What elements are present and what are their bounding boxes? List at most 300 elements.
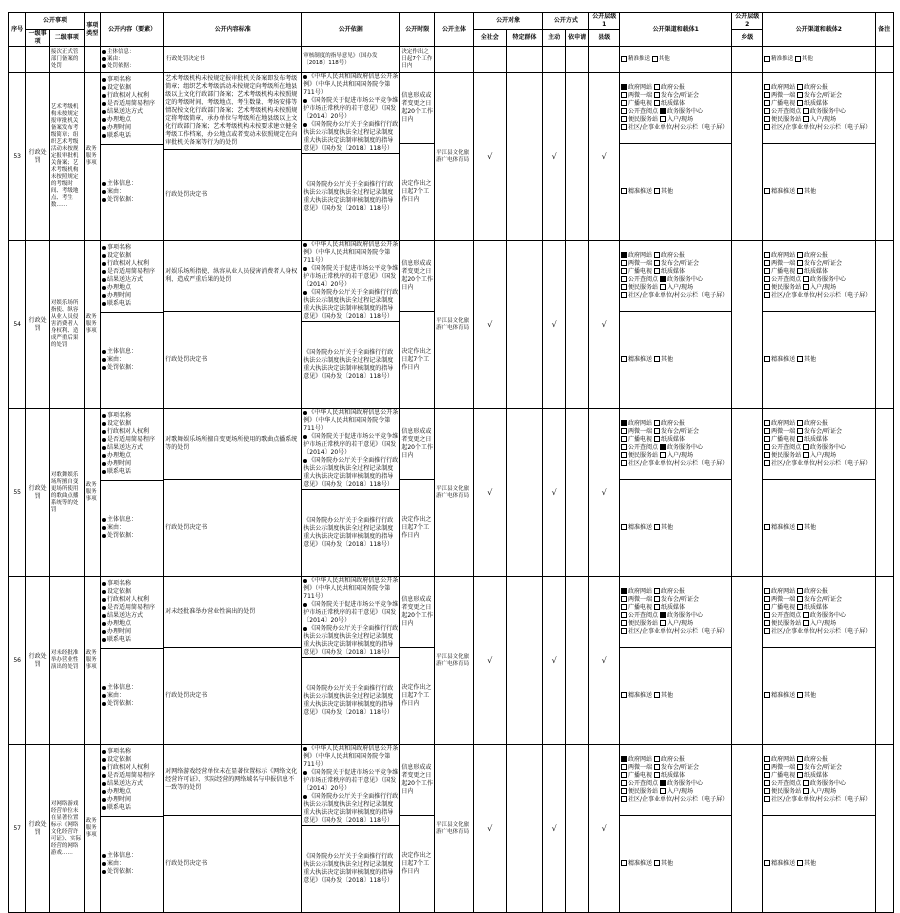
cell-channel1-bottom	[620, 143, 731, 240]
channel-line	[764, 356, 873, 364]
bullet-icon	[102, 246, 106, 250]
checkbox-icon	[621, 788, 627, 794]
checkbox-icon	[797, 772, 803, 778]
cell-channel1-inner	[620, 577, 731, 744]
checkbox-icon	[764, 756, 770, 762]
channel-option: 入户/现场	[660, 284, 693, 291]
element-list	[102, 748, 162, 812]
cell-basis-inner	[302, 577, 399, 744]
element-line: 案由：	[102, 356, 162, 364]
checkbox-icon	[764, 116, 770, 122]
cell-township	[732, 745, 763, 913]
channel-line	[621, 100, 730, 108]
cell-subject: 平江县文化旅游广电体育局	[435, 409, 474, 577]
channel-option: 其他	[654, 860, 673, 867]
cell-remark	[875, 241, 894, 409]
checkbox-icon	[654, 436, 660, 442]
channel-option: 政府公报	[654, 252, 685, 259]
checkbox-icon	[621, 860, 627, 866]
channel-option: 广播电视	[764, 436, 795, 443]
checkbox-icon	[797, 524, 803, 530]
channel-option: 便民服务站	[764, 452, 801, 459]
channel-option: 政务服务中心	[660, 276, 703, 283]
cell-basis-inner	[302, 241, 399, 408]
channel-line	[764, 276, 873, 284]
channel-option: 精准推送	[621, 56, 650, 62]
channel-option: 纸质媒体	[797, 268, 828, 275]
cell-channel1-bottom	[620, 815, 731, 912]
checkbox-icon	[621, 252, 627, 258]
checkbox-icon	[764, 788, 770, 794]
checkbox-icon	[797, 356, 803, 362]
checkbox-icon	[764, 588, 770, 594]
table-row	[9, 73, 894, 241]
header-level2: 二级事项	[49, 30, 84, 47]
channel-line	[621, 460, 730, 468]
checkbox-icon	[764, 796, 770, 802]
cell-time-limit-top: 信息形成或者变更之日起20个工作日内	[401, 259, 433, 291]
checkbox-icon	[660, 788, 666, 794]
bullet-icon	[102, 350, 106, 354]
element-line: 设定依据	[102, 252, 162, 260]
checkbox-icon	[803, 284, 809, 290]
bullet-icon	[303, 627, 307, 631]
bullet-icon	[102, 278, 106, 282]
element-line: 处罚依据：	[102, 700, 162, 708]
basis-list	[303, 73, 398, 153]
cell-method-active: √	[543, 241, 565, 409]
basis-line: 《国务院办公厅关于全面推行行政执法公示制度执法全过程记录制度重大执法决定法制审核制度的指导意见》（国办发〔2018〕118号）	[303, 625, 399, 656]
bullet-icon	[102, 254, 106, 258]
checkbox-icon	[660, 108, 666, 114]
element-line: 主体信息：	[102, 516, 162, 524]
cell-channel2	[763, 241, 875, 409]
header-level1: 一级事项	[26, 30, 50, 47]
bullet-icon	[102, 270, 106, 274]
channel-line	[621, 116, 730, 124]
checkbox-icon	[621, 780, 627, 786]
element-line: 事项名称	[102, 244, 162, 252]
cell-target-all: √	[473, 577, 506, 745]
bullet-icon	[303, 435, 307, 439]
cell-empty	[543, 47, 565, 73]
cell-channel1-inner	[620, 409, 731, 576]
header-content-std: 公开内容标准	[164, 13, 302, 47]
checkbox-icon	[797, 596, 803, 602]
cell-elements-top	[101, 241, 163, 312]
channel-line	[764, 420, 873, 428]
bullet-icon	[102, 614, 106, 618]
channel-option: 公开查阅点	[621, 612, 658, 619]
channel-option: 政府公报	[797, 588, 828, 595]
channel-line	[621, 428, 730, 436]
channel-option: 两微一端	[764, 596, 795, 603]
element-list	[102, 412, 162, 476]
cell-elements-inner	[101, 73, 163, 240]
element-line: 办理地点	[102, 620, 162, 628]
element-line: 办理地点	[102, 284, 162, 292]
basis-list	[303, 409, 398, 489]
cell-content-std-bottom: 行政处罚决定书	[164, 311, 301, 408]
channel-option: 入户/现场	[803, 284, 836, 291]
channel-line	[621, 596, 730, 604]
checkbox-icon	[803, 108, 809, 114]
channel-line	[621, 764, 730, 772]
basis-list	[303, 745, 398, 825]
cell-empty	[506, 47, 543, 73]
bullet-icon	[102, 790, 106, 794]
cell-basis-inner	[302, 409, 399, 576]
checkbox-icon	[621, 116, 627, 122]
element-line: 处罚依据：	[102, 532, 162, 540]
element-line: 办理时间	[102, 124, 162, 132]
basis-line: 《国务院关于促进市场公平竞争维护市场正常秩序的若干意见》（国发〔2014〕20号）	[303, 265, 399, 288]
checkbox-icon	[764, 604, 770, 610]
bullet-icon	[102, 702, 106, 706]
cell-channel2	[763, 73, 875, 241]
cell-type: 政务服务事项	[84, 241, 100, 409]
bullet-icon	[102, 286, 106, 290]
basis-line: 《国务院关于促进市场公平竞争维护市场正常秩序的若干意见》（国发〔2014〕20号）	[303, 433, 399, 456]
channel-option: 公开查阅点	[764, 108, 801, 115]
bullet-icon	[102, 94, 106, 98]
bullet-icon	[102, 78, 106, 82]
cell-channel2-options	[763, 577, 874, 647]
element-line: 是否适用简易程序	[102, 268, 162, 276]
cell-elements-bottom	[101, 312, 163, 408]
bullet-icon	[102, 430, 106, 434]
cell-basis-top	[302, 745, 399, 826]
cell-time-limit	[400, 745, 435, 913]
bullet-icon	[102, 134, 106, 138]
cell-level2: 对未经批准举办营业性演出的处罚	[49, 577, 84, 745]
cell-channel1-bottom	[620, 647, 731, 744]
checkbox-icon	[764, 124, 770, 130]
channel-option: 两微一端	[621, 764, 652, 771]
checkbox-icon	[654, 100, 660, 106]
channel-option: 其他	[654, 524, 673, 531]
channel-line	[621, 356, 730, 364]
element-list	[102, 244, 162, 308]
cell-content-std-top: 对娱乐场所指使、纵容从业人员侵害消费者人身权利、造成严重后果的处罚	[165, 267, 298, 283]
element-line: 办理地点	[102, 116, 162, 124]
channel-line	[764, 524, 873, 532]
checkbox-icon	[621, 692, 627, 698]
checkbox-icon	[654, 692, 660, 698]
checkbox-icon	[621, 428, 627, 434]
cell-basis-top	[302, 409, 399, 490]
element-line: 设定依据	[102, 420, 162, 428]
channel-option: 精准推送	[764, 56, 793, 62]
channel-option: 纸质媒体	[797, 436, 828, 443]
channel-option: 广播电视	[621, 100, 652, 107]
cell-channel1	[620, 409, 732, 577]
cell-remark	[875, 73, 894, 241]
channel-line	[621, 692, 730, 700]
checkbox-icon	[797, 260, 803, 266]
channel-option: 便民服务站	[621, 788, 658, 795]
bullet-icon	[102, 446, 106, 450]
checkbox-icon	[654, 188, 660, 194]
cell-channel2-inner	[763, 745, 874, 912]
checkbox-icon	[621, 56, 627, 62]
basis-list	[303, 241, 398, 321]
channel-option: 政府网站	[764, 420, 795, 427]
cell-seq: 55	[9, 409, 26, 577]
element-line: 办理地点	[102, 452, 162, 460]
channel-line	[764, 260, 873, 268]
element-line: 处罚依据：	[102, 63, 162, 70]
header-time-limit: 公开时限	[400, 13, 435, 47]
channel-option: 社区/企事业单位/村公示栏（电子屏）	[621, 628, 728, 635]
element-line: 办理地点	[102, 788, 162, 796]
channel-line	[764, 796, 873, 804]
cell-level2: 对网络游戏经营单位未在显著位置标示《网络文化经营许可证》、实际经营的网络游戏……	[49, 745, 84, 913]
bullet-icon	[102, 782, 106, 786]
cell-channel1	[620, 73, 732, 241]
element-line: 行政相对人权利	[102, 596, 162, 604]
cell-basis-inner	[302, 73, 399, 240]
header-public-item: 公开事项	[26, 13, 84, 30]
checkbox-icon	[621, 460, 627, 466]
cell-elements-bottom	[101, 144, 163, 240]
cell-township	[732, 73, 763, 241]
bullet-icon	[102, 302, 106, 306]
element-line: 是否适用简易程序	[102, 100, 162, 108]
channel-line	[621, 620, 730, 628]
channel-line	[621, 604, 730, 612]
checkbox-icon	[797, 860, 803, 866]
cell-content-std	[164, 73, 302, 241]
channel-option: 政府网站	[621, 756, 652, 763]
channel-option: 便民服务站	[621, 620, 658, 627]
element-line: 主体信息：	[102, 49, 162, 56]
channel-option: 政务服务中心	[660, 108, 703, 115]
checkbox-icon	[764, 276, 770, 282]
bullet-icon	[102, 774, 106, 778]
channel-option: 两微一端	[764, 92, 795, 99]
cell-basis-bottom: 《国务院办公厅关于全面推行行政执法公示制度执法全过程记录制度重大执法决定法制审核制度的指导意见》（国办发〔2018〕118号）	[302, 826, 399, 913]
bullet-icon	[102, 190, 106, 194]
bullet-icon	[102, 630, 106, 634]
checkbox-icon	[621, 612, 627, 618]
checkbox-icon	[621, 452, 627, 458]
checkbox-icon	[795, 56, 801, 62]
checkbox-icon	[654, 268, 660, 274]
checkbox-icon	[621, 276, 627, 282]
channel-line	[764, 124, 873, 132]
checkbox-icon	[621, 596, 627, 602]
channel-option: 精准推送	[764, 188, 795, 195]
channel-option: 便民服务站	[764, 116, 801, 123]
cell-level1: 行政处罚	[26, 73, 50, 241]
element-line: 设定依据	[102, 84, 162, 92]
basis-line: 《国务院关于促进市场公平竞争维护市场正常秩序的若干意见》（国发〔2014〕20号）	[303, 769, 399, 792]
element-line: 设定依据	[102, 588, 162, 596]
element-line: 是否适用简易程序	[102, 604, 162, 612]
element-line: 主体信息：	[102, 180, 162, 188]
bullet-icon	[303, 603, 307, 607]
channel-line	[764, 596, 873, 604]
channel-line	[621, 452, 730, 460]
channel-option: 精准推送	[621, 692, 652, 699]
cell-basis-top	[302, 73, 399, 154]
cell-target-specific	[506, 745, 543, 913]
cell-remark	[875, 745, 894, 913]
element-line: 处罚依据：	[102, 868, 162, 876]
cell-time-limit-inner	[400, 409, 434, 576]
element-line: 结果送达方式	[102, 612, 162, 620]
channel-line	[621, 292, 730, 300]
checkbox-icon	[797, 692, 803, 698]
bullet-icon	[102, 750, 106, 754]
cell-content-std	[164, 577, 302, 745]
checkbox-icon	[654, 588, 660, 594]
cell-township	[732, 577, 763, 745]
bullet-icon	[102, 870, 106, 874]
channel-line	[621, 420, 730, 428]
cell-subject: 平江县文化旅游广电体育局	[435, 73, 474, 241]
checkbox-icon	[803, 612, 809, 618]
cell-channel2-bottom	[763, 143, 874, 240]
channel-option: 两微一端	[621, 428, 652, 435]
channel-line	[764, 56, 873, 64]
cell-target-specific	[506, 577, 543, 745]
channel-option: 其他	[797, 692, 816, 699]
cell-basis-inner	[302, 745, 399, 912]
checkbox-icon	[764, 428, 770, 434]
cell-time-limit	[400, 409, 435, 577]
cell-method-active: √	[543, 73, 565, 241]
bullet-icon	[102, 118, 106, 122]
cell-time-limit: 决定作出之日起7个工作日内	[400, 47, 435, 73]
cell-channel2-options	[763, 745, 874, 815]
result-list	[102, 852, 162, 876]
cell-empty	[589, 47, 620, 73]
element-line: 案由：	[102, 188, 162, 196]
checkbox-icon	[764, 612, 770, 618]
cell-seq: 54	[9, 241, 26, 409]
channel-option: 发布会/听证会	[654, 260, 699, 267]
checkbox-icon	[797, 188, 803, 194]
channel-option: 其他	[797, 524, 816, 531]
checkbox-icon	[803, 620, 809, 626]
cell-channel1	[620, 745, 732, 913]
cell-channel1-options	[620, 745, 731, 815]
channel-line	[621, 276, 730, 284]
bullet-icon	[102, 64, 106, 68]
channel-option: 其他	[797, 356, 816, 363]
checkbox-icon	[621, 524, 627, 530]
basis-line: 《国务院办公厅关于全面推行行政执法公示制度执法全过程记录制度重大执法决定法制审核制度的指导意见》（国办发〔2018〕118号）	[303, 289, 399, 320]
channel-line	[764, 452, 873, 460]
element-line: 设定依据	[102, 756, 162, 764]
channel-option: 社区/企事业单位/村公示栏（电子屏）	[621, 292, 728, 299]
cell-elements-top	[101, 73, 163, 144]
cell-time-limit-inner	[400, 73, 434, 240]
cell-basis	[302, 745, 400, 913]
checkbox-icon	[621, 756, 627, 762]
cell-content-std	[164, 409, 302, 577]
checkbox-icon	[764, 260, 770, 266]
header-seq: 序号	[9, 13, 26, 47]
cell-channel1	[620, 577, 732, 745]
cell-remark	[875, 47, 894, 73]
channel-line	[621, 796, 730, 804]
channel-option: 两微一端	[621, 260, 652, 267]
cell-channel2	[763, 409, 875, 577]
channel-option: 广播电视	[621, 772, 652, 779]
channel-line	[621, 772, 730, 780]
channel-option: 公开查阅点	[764, 780, 801, 787]
cell-channel1	[620, 241, 732, 409]
cell-elements-top	[101, 577, 163, 648]
channel-option: 精准推送	[621, 356, 652, 363]
checkbox-icon	[797, 100, 803, 106]
cell-method-active: √	[543, 577, 565, 745]
element-line: 行政相对人权利	[102, 92, 162, 100]
result-list	[102, 684, 162, 708]
checkbox-icon	[764, 420, 770, 426]
cell-channel2-inner	[763, 577, 874, 744]
channel-line	[621, 788, 730, 796]
channel-line	[764, 612, 873, 620]
cell-content-std	[164, 745, 302, 913]
channel-line	[621, 588, 730, 596]
checkbox-icon	[797, 92, 803, 98]
channel-option: 政府公报	[654, 756, 685, 763]
element-line: 案由：	[102, 524, 162, 532]
cell-remark	[875, 409, 894, 577]
cell-level2: 对娱乐场所指使、纵容从业人员侵害消费者人身权利、造成严重后果的处罚	[49, 241, 84, 409]
checkbox-icon	[797, 756, 803, 762]
cell-basis-top	[302, 577, 399, 658]
checkbox-icon	[764, 108, 770, 114]
channel-option: 入户/现场	[660, 620, 693, 627]
channel-option: 入户/现场	[660, 452, 693, 459]
cell-content-std-top: 对网络游戏经营单位未在显著位置标示《网络文化经营许可证》、实际经营的网络域名与申报信息不一致等的处罚	[165, 767, 298, 791]
cell-elements-bottom	[101, 480, 163, 576]
cell-elements-inner	[101, 241, 163, 408]
channel-option: 政务服务中心	[803, 108, 846, 115]
channel-option: 公开查阅点	[621, 444, 658, 451]
channel-option: 精准推送	[621, 860, 652, 867]
channel-option: 政府公报	[654, 588, 685, 595]
header-subject: 公开主体	[435, 13, 474, 47]
channel-line	[621, 188, 730, 196]
checkbox-icon	[621, 772, 627, 778]
channel-line	[621, 84, 730, 92]
channel-option: 广播电视	[764, 268, 795, 275]
channel-option: 精准推送	[621, 188, 652, 195]
checkbox-icon	[621, 100, 627, 106]
cell-level1: 行政处罚	[26, 577, 50, 745]
basis-line: 《中华人民共和国政府信息公开条例》（中华人民共和国国务院令第711号）	[303, 409, 399, 432]
header-county: 县级	[589, 30, 620, 47]
checkbox-icon	[803, 788, 809, 794]
channel-line	[764, 460, 873, 468]
checkbox-icon	[621, 620, 627, 626]
bullet-icon	[303, 243, 307, 247]
channel-option: 社区/企事业单位/村公示栏（电子屏）	[621, 796, 728, 803]
element-line: 是否适用简易程序	[102, 436, 162, 444]
channel-line	[764, 444, 873, 452]
channel-option: 社区/企事业单位/村公示栏（电子屏）	[764, 796, 871, 803]
cell-elements-inner	[101, 745, 163, 912]
channel-line	[621, 628, 730, 636]
cell-channel2	[763, 745, 875, 913]
channel-option: 纸质媒体	[797, 100, 828, 107]
